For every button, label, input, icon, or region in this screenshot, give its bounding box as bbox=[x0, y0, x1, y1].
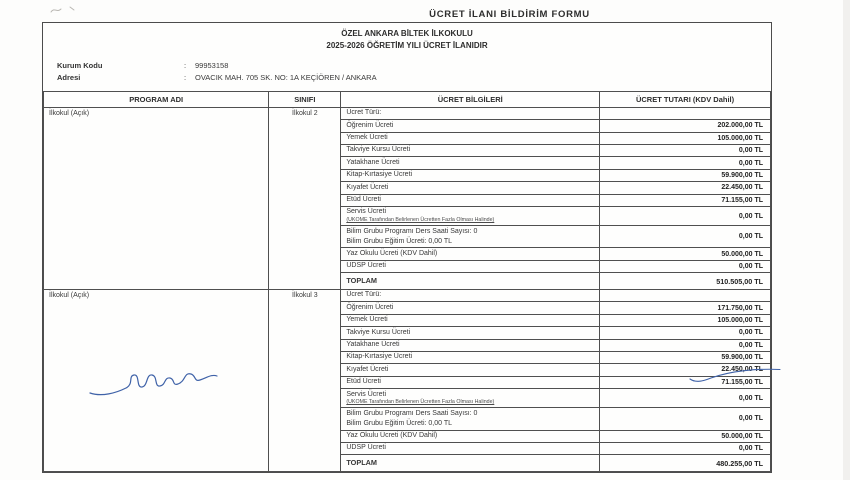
fee-value-cell: 510.505,00 TL bbox=[600, 273, 771, 290]
kurum-kodu-colon: : bbox=[183, 60, 187, 70]
fee-label: Kitap-Kırtasiye Ücreti bbox=[346, 353, 413, 361]
adresi-row bbox=[57, 72, 771, 84]
fee-value-cell: 105.000,00 TL bbox=[600, 132, 771, 144]
form-title: ÜCRET İLANI BİLDİRİM FORMU bbox=[247, 9, 772, 24]
class-name-cell: İlkokul 2 bbox=[269, 107, 341, 289]
fee-label: Yatakhane Ücreti bbox=[346, 341, 400, 349]
fee-label: Kıyafet Ücreti bbox=[346, 365, 389, 373]
fee-label-line2: Bilim Grubu Eğitim Ücreti: 0,00 TL bbox=[346, 237, 453, 245]
fee-value-cell: 0,00 TL bbox=[600, 260, 771, 272]
program-name-cell: İlkokul (Açık) bbox=[44, 289, 269, 471]
fee-value-cell: 0,00 TL bbox=[600, 327, 771, 339]
fee-value-cell: 59.900,00 TL bbox=[600, 169, 771, 181]
fee-label-cell bbox=[341, 273, 600, 290]
fee-label-cell bbox=[341, 132, 600, 144]
fee-label: Bilim Grubu Programı Ders Saati Sayısı: 0 bbox=[346, 409, 478, 417]
school-year-line: 2025-2026 ÖĞRETİM YILI ÜCRET İLANIDIR bbox=[326, 41, 488, 51]
fee-value-cell: 171.750,00 TL bbox=[600, 302, 771, 314]
fee-value-cell: 0,00 TL bbox=[600, 389, 771, 408]
fee-label-cell bbox=[341, 194, 600, 206]
fee-label: Öğrenim Ücreti bbox=[346, 121, 394, 129]
fee-label-line2: Bilim Grubu Eğitim Ücreti: 0,00 TL bbox=[346, 419, 453, 427]
fee-label-cell bbox=[341, 144, 600, 156]
fee-label-cell bbox=[341, 206, 600, 225]
fee-label: Öğrenim Ücreti bbox=[346, 303, 394, 311]
fee-table-body bbox=[44, 107, 771, 471]
fee-label: Ücret Türü: bbox=[346, 109, 382, 117]
scan-artifact-mark bbox=[48, 3, 88, 17]
institution-info bbox=[43, 53, 771, 89]
fee-value-cell: 71.155,00 TL bbox=[600, 194, 771, 206]
fee-label: Servis Ücreti bbox=[346, 390, 387, 398]
fee-label: Yemek Ücreti bbox=[346, 134, 388, 142]
fee-label-cell bbox=[341, 302, 600, 314]
fee-label-cell bbox=[341, 389, 600, 408]
fee-label-cell bbox=[341, 120, 600, 132]
fee-label: Yaz Okulu Ücreti (KDV Dahil) bbox=[346, 249, 438, 257]
fee-label-cell bbox=[341, 351, 600, 363]
adresi-value: OVACIK MAH. 705 SK. NO: 1A KEÇİÖREN / ANKARA bbox=[195, 72, 377, 82]
fee-label: TOPLAM bbox=[346, 457, 378, 467]
fee-label-cell bbox=[341, 327, 600, 339]
fee-label: Yaz Okulu Ücreti (KDV Dahil) bbox=[346, 432, 438, 440]
kurum-kodu-label: Kurum Kodu bbox=[57, 60, 103, 70]
header-ucret-bilgileri: ÜCRET BİLGİLERİ bbox=[341, 91, 600, 107]
fee-label: Takviye Kursu Ücreti bbox=[346, 146, 411, 154]
fee-value-cell: 0,00 TL bbox=[600, 157, 771, 169]
fee-label-cell bbox=[341, 455, 600, 472]
adresi-colon: : bbox=[183, 72, 187, 82]
fee-row bbox=[44, 289, 771, 301]
fee-sublabel: (UKOME Tarafından Belirlenen Ücretten Fazla Olması Halinde) bbox=[346, 217, 495, 224]
fee-label-cell bbox=[341, 107, 600, 119]
header-program-adi: PROGRAM ADI bbox=[44, 91, 269, 107]
fee-value-cell: 71.155,00 TL bbox=[600, 376, 771, 388]
fee-value-cell: 105.000,00 TL bbox=[600, 314, 771, 326]
fee-value-cell: 202.000,00 TL bbox=[600, 120, 771, 132]
adresi-label: Adresi bbox=[57, 72, 81, 82]
fee-label: Servis Ücreti bbox=[346, 208, 387, 216]
fee-label-cell bbox=[341, 364, 600, 376]
form-box bbox=[42, 22, 772, 473]
fee-value-cell: 0,00 TL bbox=[600, 339, 771, 351]
school-header bbox=[43, 23, 771, 53]
header-sinifi: SINIFI bbox=[269, 91, 341, 107]
fee-label-cell bbox=[341, 442, 600, 454]
fee-label: Kıyafet Ücreti bbox=[346, 183, 389, 191]
fee-label-cell bbox=[341, 408, 600, 430]
fee-value-cell: 0,00 TL bbox=[600, 226, 771, 248]
school-name: ÖZEL ANKARA BİLTEK İLKOKULU bbox=[341, 29, 473, 38]
fee-value-cell: 50.000,00 TL bbox=[600, 248, 771, 260]
fee-value-cell: 50.000,00 TL bbox=[600, 430, 771, 442]
fee-label-cell bbox=[341, 339, 600, 351]
fee-label: Bilim Grubu Programı Ders Saati Sayısı: 0 bbox=[346, 227, 478, 235]
fee-label: TOPLAM bbox=[346, 275, 378, 285]
fee-label-cell bbox=[341, 314, 600, 326]
fee-label-cell bbox=[341, 226, 600, 248]
fee-label-cell bbox=[341, 157, 600, 169]
fee-value-cell: 59.900,00 TL bbox=[600, 351, 771, 363]
fee-value-cell: 22.450,00 TL bbox=[600, 364, 771, 376]
fee-label-cell bbox=[341, 169, 600, 181]
fee-value-cell: 0,00 TL bbox=[600, 206, 771, 225]
header-ucret-tutari: ÜCRET TUTARI (KDV Dahil) bbox=[600, 91, 771, 107]
kurum-kodu-value: 99953158 bbox=[195, 60, 229, 70]
fee-value-cell: 0,00 TL bbox=[600, 442, 771, 454]
fee-row bbox=[44, 107, 771, 119]
program-name-cell: İlkokul (Açık) bbox=[44, 107, 269, 289]
fee-table bbox=[43, 91, 771, 472]
fee-value-cell: 480.255,00 TL bbox=[600, 455, 771, 472]
fee-table-header-row bbox=[44, 91, 771, 107]
fee-label: Yatakhane Ücreti bbox=[346, 158, 400, 166]
fee-label-cell bbox=[341, 430, 600, 442]
fee-label-cell bbox=[341, 248, 600, 260]
fee-sublabel: (UKOME Tarafından Belirlenen Ücretten Fazla Olması Halinde) bbox=[346, 399, 495, 406]
fee-label-cell bbox=[341, 289, 600, 301]
fee-label-cell bbox=[341, 260, 600, 272]
fee-label: UDSP Ücreti bbox=[346, 262, 386, 270]
fee-label: Etüd Ücreti bbox=[346, 378, 381, 386]
fee-label: Kitap-Kırtasiye Ücreti bbox=[346, 171, 413, 179]
scan-edge bbox=[843, 0, 850, 480]
fee-label-cell bbox=[341, 376, 600, 388]
class-name-cell: İlkokul 3 bbox=[269, 289, 341, 471]
fee-value-cell bbox=[600, 289, 771, 301]
fee-label: Takviye Kursu Ücreti bbox=[346, 328, 411, 336]
fee-label: UDSP Ücreti bbox=[346, 444, 386, 452]
fee-value-cell: 22.450,00 TL bbox=[600, 182, 771, 194]
kurum-kodu-row bbox=[57, 60, 771, 72]
fee-label-cell bbox=[341, 182, 600, 194]
fee-value-cell bbox=[600, 107, 771, 119]
fee-value-cell: 0,00 TL bbox=[600, 408, 771, 430]
fee-value-cell: 0,00 TL bbox=[600, 144, 771, 156]
fee-label: Yemek Ücreti bbox=[346, 316, 388, 324]
fee-label: Ücret Türü: bbox=[346, 291, 382, 299]
fee-label: Etüd Ücreti bbox=[346, 196, 381, 204]
